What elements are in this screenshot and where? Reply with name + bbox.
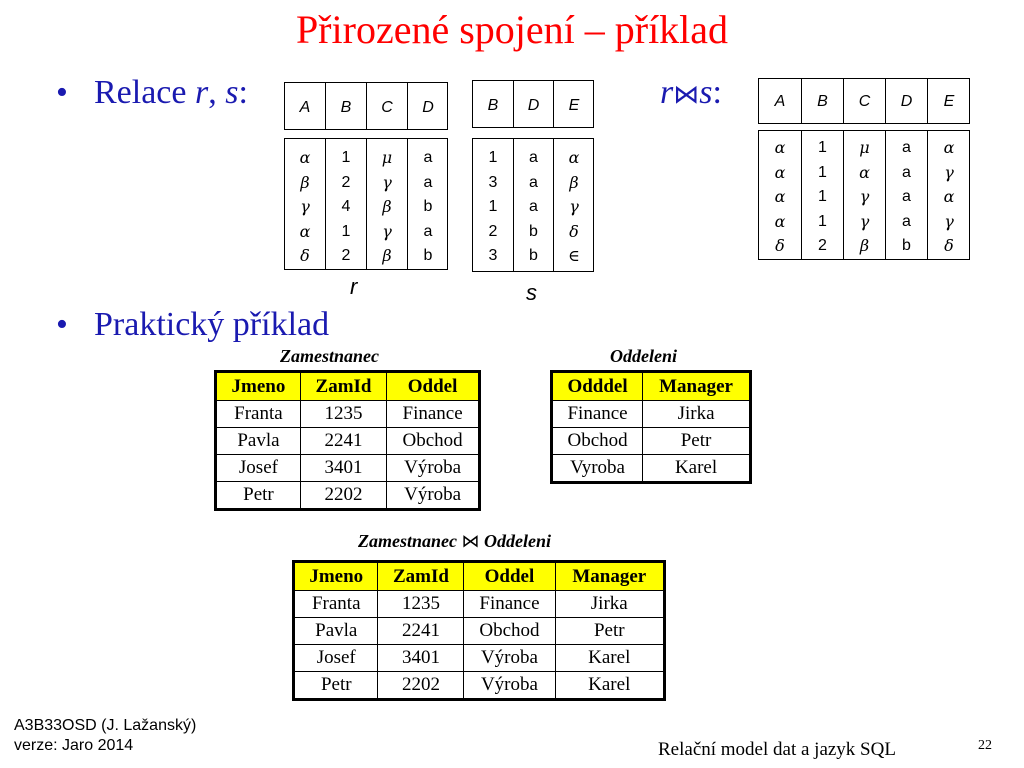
join-cell: α — [943, 138, 955, 157]
r-header-c: C — [381, 99, 393, 116]
join-cell: γ — [944, 162, 954, 182]
s-cell: 1 — [488, 198, 498, 215]
table-cell: Obchod — [387, 428, 480, 455]
column-header: ZamId — [300, 372, 386, 401]
join-label-colon: : — [712, 74, 722, 111]
join-cell: α — [774, 138, 786, 157]
join-cell: μ — [859, 138, 870, 157]
s-cell: γ — [569, 197, 579, 216]
bullet-relace — [94, 74, 248, 112]
r-cell: α — [299, 221, 311, 241]
table-row — [552, 428, 751, 455]
r-cell: γ — [382, 221, 392, 241]
bullet-prakticky: Praktický příklad — [94, 306, 330, 343]
table-row — [216, 455, 480, 482]
s-cell: δ — [569, 221, 579, 241]
join-cell: 2 — [818, 237, 827, 254]
r-cell: 2 — [341, 173, 351, 191]
r-header-a: A — [299, 99, 311, 116]
table-cell: 3401 — [378, 645, 464, 672]
joined-caption — [358, 531, 551, 552]
relation-s-header — [472, 80, 594, 128]
r-cell: β — [300, 172, 310, 192]
table-cell: Finance — [387, 401, 480, 428]
join-header-d: D — [900, 93, 913, 110]
table-row — [216, 401, 480, 428]
table-row — [216, 428, 480, 455]
table-row — [294, 645, 665, 672]
relation-r-label: r — [350, 274, 358, 299]
join-cell: 1 — [818, 139, 827, 156]
relation-r-body — [284, 138, 448, 270]
join-cell: a — [902, 163, 911, 181]
table-cell: 1235 — [300, 401, 386, 428]
oddeleni-caption: Oddeleni — [610, 346, 677, 366]
bullet-dot: • — [56, 306, 68, 343]
table-cell: Výroba — [464, 672, 555, 700]
table-cell: Petr — [643, 428, 751, 455]
table-cell: Karel — [555, 672, 664, 700]
table-cell: Pavla — [294, 618, 378, 645]
table-cell: Karel — [643, 455, 751, 483]
join-cell: δ — [775, 236, 785, 255]
table-header-row — [294, 562, 665, 591]
table-row — [294, 591, 665, 618]
r-cell: γ — [382, 172, 392, 192]
s-cell: b — [529, 247, 538, 264]
table-cell: Obchod — [552, 428, 643, 455]
r-cell: a — [423, 222, 433, 240]
joined-table — [292, 560, 666, 701]
column-header: Odddel — [552, 372, 643, 401]
join-cell: a — [902, 212, 911, 230]
join-label-r: r — [660, 74, 674, 111]
join-header-b: B — [817, 93, 828, 110]
table-cell: Vyroba — [552, 455, 643, 483]
relation-r-header — [284, 82, 448, 130]
s-cell: α — [568, 148, 580, 167]
table-cell: 2202 — [378, 672, 464, 700]
footer-version-line: verze: Jaro 2014 — [14, 737, 134, 754]
r-cell: β — [382, 246, 392, 265]
s-cell: 1 — [488, 149, 498, 166]
table-cell: Výroba — [387, 482, 480, 510]
column-header: Manager — [643, 372, 751, 401]
table-row — [552, 455, 751, 483]
join-cell: β — [859, 236, 870, 255]
r-cell: a — [423, 173, 433, 191]
joined-caption-symbol: ⋈ — [461, 531, 480, 551]
r-cell: 1 — [341, 222, 351, 240]
footer-course-line: A3B33OSD (J. Lažanský) — [14, 717, 197, 734]
column-header: Manager — [555, 562, 664, 591]
r-cell: b — [423, 198, 433, 215]
s-cell: a — [529, 198, 538, 215]
join-cell: α — [943, 187, 955, 206]
table-cell: Petr — [555, 618, 664, 645]
relace-s: s — [225, 74, 239, 111]
table-cell: Petr — [216, 482, 301, 510]
join-cell: α — [774, 211, 786, 231]
footer-topic: Relační model dat a jazyk SQL — [658, 739, 896, 760]
table-cell: Obchod — [464, 618, 555, 645]
table-cell: 1235 — [378, 591, 464, 618]
relace-r: r — [195, 74, 209, 111]
s-cell: b — [529, 222, 538, 240]
join-label — [660, 74, 722, 112]
table-cell: Franta — [294, 591, 378, 618]
table-cell: 2241 — [300, 428, 386, 455]
table-header-row — [216, 372, 480, 401]
r-cell: b — [423, 247, 433, 264]
table-cell: 2202 — [300, 482, 386, 510]
join-header-e: E — [943, 93, 955, 110]
s-header-b: B — [487, 97, 499, 114]
s-header-e: E — [568, 97, 580, 114]
r-header-d: D — [422, 99, 434, 116]
join-header-a: A — [774, 93, 786, 110]
join-cell: α — [859, 162, 870, 182]
r-cell: μ — [381, 148, 393, 167]
join-cell: δ — [944, 236, 954, 255]
s-cell: 3 — [488, 247, 498, 264]
table-header-row — [552, 372, 751, 401]
join-cell: b — [902, 237, 911, 254]
table-cell: Finance — [552, 401, 643, 428]
relace-comma: , — [208, 74, 226, 111]
relation-join-header — [758, 78, 970, 124]
relace-prefix: Relace — [94, 74, 195, 111]
table-cell: Franta — [216, 401, 301, 428]
join-cell: 1 — [818, 188, 827, 205]
table-cell: 2241 — [378, 618, 464, 645]
bullet-dot: • — [56, 74, 68, 111]
table-cell: Jirka — [643, 401, 751, 428]
oddeleni-table — [550, 370, 752, 484]
relation-s-body — [472, 138, 594, 272]
join-cell: γ — [859, 211, 870, 231]
joined-caption-left: Zamestnanec — [358, 531, 457, 551]
table-row — [552, 401, 751, 428]
table-cell: 3401 — [300, 455, 386, 482]
page-number: 22 — [978, 738, 992, 753]
r-cell: β — [382, 197, 392, 216]
table-cell: Josef — [294, 645, 378, 672]
table-cell: Finance — [464, 591, 555, 618]
r-cell: α — [299, 148, 311, 167]
join-label-s: s — [699, 74, 713, 111]
table-cell: Výroba — [464, 645, 555, 672]
join-cell: γ — [944, 211, 954, 231]
relation-s-label: s — [526, 280, 537, 305]
table-cell: Josef — [216, 455, 301, 482]
r-header-b: B — [340, 99, 352, 116]
joined-caption-right: Oddeleni — [484, 531, 551, 551]
footer-course — [14, 716, 196, 756]
slide-title: Přirozené spojení – příklad — [295, 7, 729, 52]
zamestnanec-caption: Zamestnanec — [280, 346, 379, 366]
relation-join-body — [758, 130, 970, 260]
column-header: Oddel — [464, 562, 555, 591]
r-cell: γ — [300, 197, 310, 216]
join-cell: 1 — [818, 212, 827, 230]
table-cell: Jirka — [555, 591, 664, 618]
column-header: Jmeno — [216, 372, 301, 401]
relace-colon: : — [238, 74, 248, 111]
table-cell: Pavla — [216, 428, 301, 455]
r-cell: 1 — [341, 149, 351, 166]
zamestnanec-table — [214, 370, 481, 511]
r-cell: 2 — [341, 247, 351, 264]
s-cell: 3 — [488, 173, 498, 191]
join-cell: α — [774, 162, 786, 182]
table-cell: Karel — [555, 645, 664, 672]
join-cell: a — [902, 139, 911, 156]
join-header-c: C — [858, 93, 871, 110]
column-header: Oddel — [387, 372, 480, 401]
r-cell: 4 — [341, 198, 351, 215]
column-header: ZamId — [378, 562, 464, 591]
join-cell: γ — [859, 187, 870, 206]
join-cell: α — [774, 187, 786, 206]
table-row — [294, 672, 665, 700]
s-header-d: D — [527, 97, 540, 114]
table-cell: Výroba — [387, 455, 480, 482]
table-row — [294, 618, 665, 645]
join-cell: a — [902, 188, 911, 205]
r-cell: a — [423, 149, 433, 166]
s-cell: β — [569, 172, 579, 192]
column-header: Jmeno — [294, 562, 378, 591]
r-cell: δ — [300, 246, 310, 265]
s-cell: a — [529, 173, 538, 191]
table-cell: Petr — [294, 672, 378, 700]
join-cell: 1 — [818, 163, 827, 181]
join-label-symbol: ⋈ — [673, 80, 700, 109]
table-row — [216, 482, 480, 510]
s-cell: a — [529, 149, 538, 166]
s-cell: 2 — [488, 222, 498, 240]
s-cell: ∈ — [568, 246, 580, 265]
